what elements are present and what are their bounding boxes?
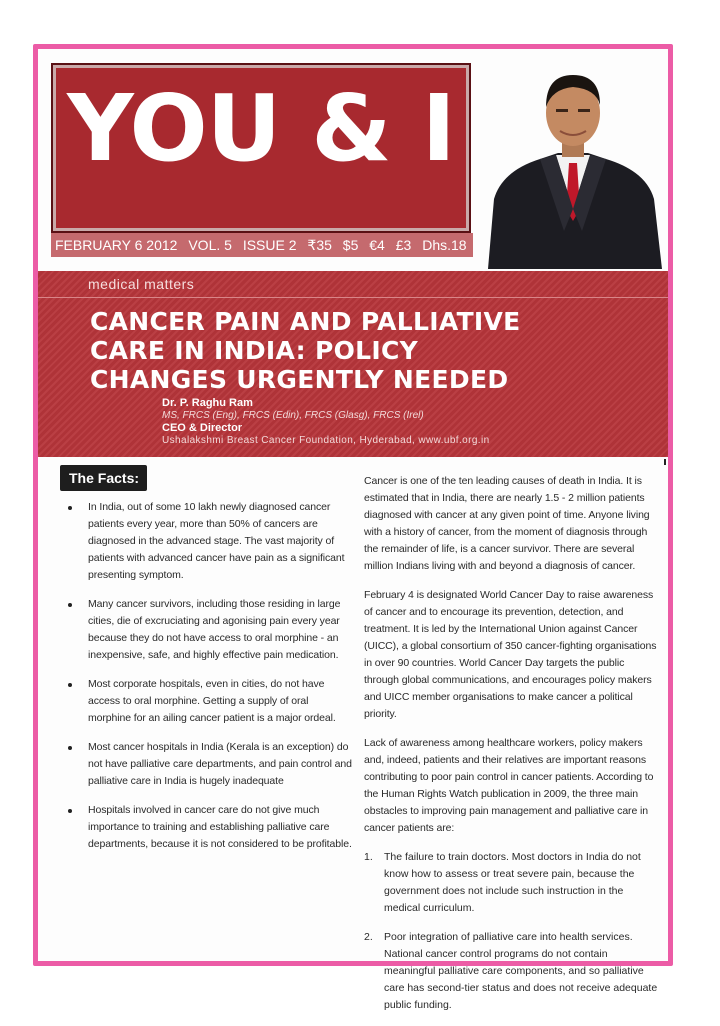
price-usd: $5	[342, 237, 359, 253]
issue-volume: VOL. 5	[188, 237, 232, 253]
magazine-title: YOU & I	[67, 75, 455, 182]
fact-text: In India, out of some 10 lakh newly diagnosed cancer patients every year, more than 50% of cancers are diagnosed in the advanced stage. The vast majority of patients with advanced cancer have pain as a significant presenting symptom.	[88, 501, 345, 581]
fact-item	[66, 596, 354, 664]
headline-line: CHANGES URGENTLY NEEDED	[90, 365, 509, 394]
price-inr: ₹35	[307, 237, 332, 253]
article-body	[364, 473, 659, 1026]
fact-item	[66, 676, 354, 727]
price-gbp: £3	[395, 237, 412, 253]
price-eur: €4	[369, 237, 385, 253]
fact-text: Most cancer hospitals in India (Kerala is an exception) do not have palliative care departments, and pain control and palliative care in India is hugely inadequate	[88, 741, 352, 787]
issue-date: FEBRUARY 6 2012	[55, 237, 178, 253]
article-headline	[90, 307, 660, 394]
bullet-icon	[68, 683, 72, 687]
facts-heading: The Facts:	[60, 465, 147, 491]
obstacle-number: 2.	[364, 931, 373, 943]
author-portrait	[480, 59, 666, 269]
issue-number: ISSUE 2	[242, 237, 297, 253]
fact-text: Hospitals involved in cancer care do not give much importance to training and establishing palliative care departments, because it is not considered to be profitable.	[88, 804, 352, 850]
headline-line: CARE IN INDIA: POLICY	[90, 336, 419, 365]
masthead	[51, 63, 471, 233]
obstacle-text: The failure to train doctors. Most doctors in India do not know how to assess or treat severe pain, because the government does not include such instruction in the medical curriculum.	[384, 851, 641, 914]
fact-text: Most corporate hospitals, even in cities, do not have access to oral morphine. Getting a supply of oral morphine for an ailing cancer patient is a major ordeal.	[88, 678, 336, 724]
corner-mark	[664, 459, 666, 465]
author-role: CEO & Director	[162, 422, 243, 434]
author-byline	[162, 397, 490, 447]
obstacle-number: 1.	[364, 851, 373, 863]
section-label: medical matters	[88, 276, 195, 292]
obstacle-text: Poor integration of palliative care into health services. National cancer control programs do not contain meaningful palliative care components, and so palliative care has second-tier status and does not receive adequate public funding.	[384, 931, 658, 1011]
article-paragraph: Lack of awareness among healthcare workers, policy makers and, indeed, patients and their relatives are important reasons contributing to poor pain control in cancer patients. According to the Human Rights Watch publication in 2009, the three main obstacles to improving pain management and palliative care in cancer patients are:	[364, 737, 654, 834]
fact-item	[66, 499, 354, 584]
author-qualifications: MS, FRCS (Eng), FRCS (Edin), FRCS (Glasg), FRCS (Irel)	[162, 409, 424, 421]
facts-list	[66, 499, 354, 865]
obstacle-item	[364, 849, 659, 917]
article-paragraph: February 4 is designated World Cancer Day to raise awareness of cancer and to encourage its prevention, detection, and treatment. It is led by the International Union against Cancer (UICC), a global consortium of 350 cancer-fighting organisations in over 90 countries. World Cancer Day targets the public through global communications, and encourages policy makers and UICC member organisations to make cancer a political priority.	[364, 589, 657, 720]
article-banner	[38, 271, 668, 457]
bullet-icon	[68, 603, 72, 607]
banner-divider	[38, 297, 668, 298]
fact-item	[66, 739, 354, 790]
author-name: Dr. P. Raghu Ram	[162, 397, 253, 409]
article-paragraph: Cancer is one of the ten leading causes of death in India. It is estimated that in India, there are nearly 1.5 - 2 million patients diagnosed with cancer at any given point of time. Anyone living with a history of cancer, from the moment of diagnosis through the remainder of life, is a cancer survivor. There are several million Indians living with and beyond a diagnosis of cancer.	[364, 475, 650, 572]
headline-line: CANCER PAIN AND PALLIATIVE	[90, 307, 521, 336]
obstacles-list	[364, 849, 659, 1014]
author-organisation: Ushalakshmi Breast Cancer Foundation, Hyderabad, www.ubf.org.in	[162, 434, 490, 446]
page-frame	[33, 44, 673, 1011]
issue-info-bar	[51, 233, 473, 257]
fact-text: Many cancer survivors, including those residing in large cities, die of excruciating and agonising pain every year because they do not have access to oral morphine - an inexpensive, safe, and highly effective pain medication.	[88, 598, 341, 661]
obstacle-item	[364, 929, 659, 1014]
bullet-icon	[68, 506, 72, 510]
fact-item	[66, 802, 354, 853]
bullet-icon	[68, 746, 72, 750]
bullet-icon	[68, 809, 72, 813]
price-aed: Dhs.18	[422, 237, 467, 253]
